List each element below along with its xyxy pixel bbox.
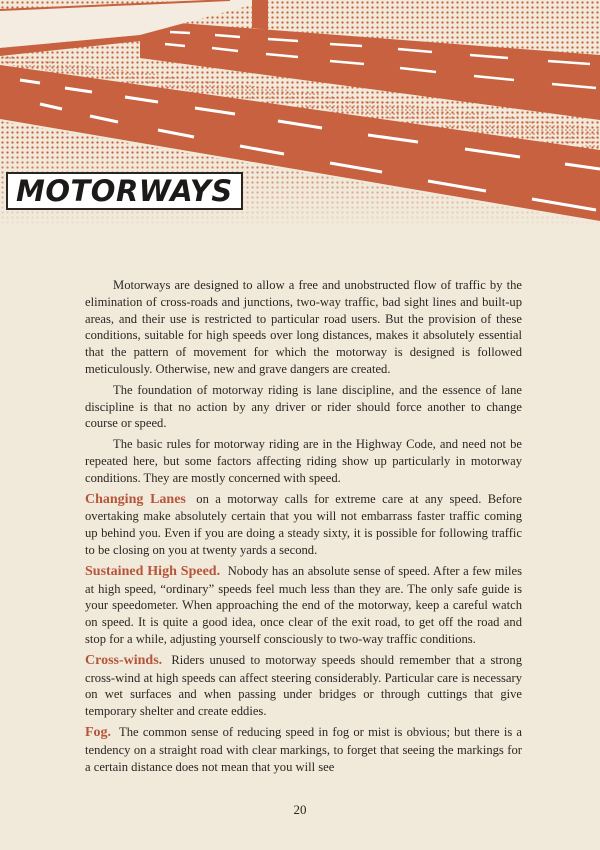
lane-discipline-paragraph: The foundation of motorway riding is lane discipline, and the essence of lane discipline is that no action by any driver or rider should force another to change course or speed.	[85, 382, 522, 431]
page-title: MOTORWAYS	[16, 173, 233, 208]
section-text: on a motorway calls for extreme care at any speed. Before overtaking make absolutely certain that you will not embarrass faster traffic coming up behind you. Even if you are doing a steady sixty, it is possible for following traffic to be closing on you at twenty yards a second.	[85, 491, 522, 557]
section-sustained-high-speed	[85, 563, 522, 648]
basic-rules-paragraph: The basic rules for motorway riding are in the Highway Code, and need not be repeated here, but some factors affecting riding show up particularly in motorway conditions. They are mostly concerned with speed.	[85, 437, 522, 485]
section-heading: Changing Lanes	[85, 491, 186, 507]
article-body	[85, 277, 522, 779]
section-heading: Fog.	[85, 724, 112, 740]
section-cross-winds	[85, 652, 522, 720]
bridge-pier	[252, 0, 268, 30]
section-changing-lanes	[85, 491, 522, 559]
intro-paragraph: Motorways are designed to allow a free and unobstructed flow of traffic by the elimination of cross-roads and junctions, two-way traffic, bad sight lines and built-up areas, and their use is restricted to particular road users. But the provision of these conditions, suitable for high speeds over long distances, makes it absolutely essential that the pattern of movement for which the motorway is designed is followed meticulously. Otherwise, new and grave dangers are created.	[85, 278, 522, 376]
section-text: The common sense of reducing speed in fog or mist is obvious; but there is a tendency on a straight road with clear markings, to forget that seeing the markings for a certain distance does not mean that you will see	[85, 724, 523, 774]
page-number: 20	[293, 802, 307, 817]
section-text: Riders unused to motorway speeds should remember that a strong cross-wind at high speeds can affect steering considerably. Particular care is necessary on wet surfaces and when passing under bridges or through cuttings that give temporary shelter and create eddies.	[85, 652, 523, 719]
section-fog	[85, 724, 522, 775]
section-heading: Sustained High Speed.	[85, 563, 221, 579]
title-panel	[6, 172, 243, 210]
section-heading: Cross-winds.	[85, 652, 163, 668]
section-text: Nobody has an absolute sense of speed. After a few miles at high speed, “ordinary” speeds feel much less than they are. The only safe guide is your speedometer. When approaching the end of the motorway, keep a careful watch on speed. It is quite a good idea, once clear of the exit road, to get off the road and stop for a while, adjusting yourself consciously to two-way traffic conditions.	[85, 563, 522, 646]
